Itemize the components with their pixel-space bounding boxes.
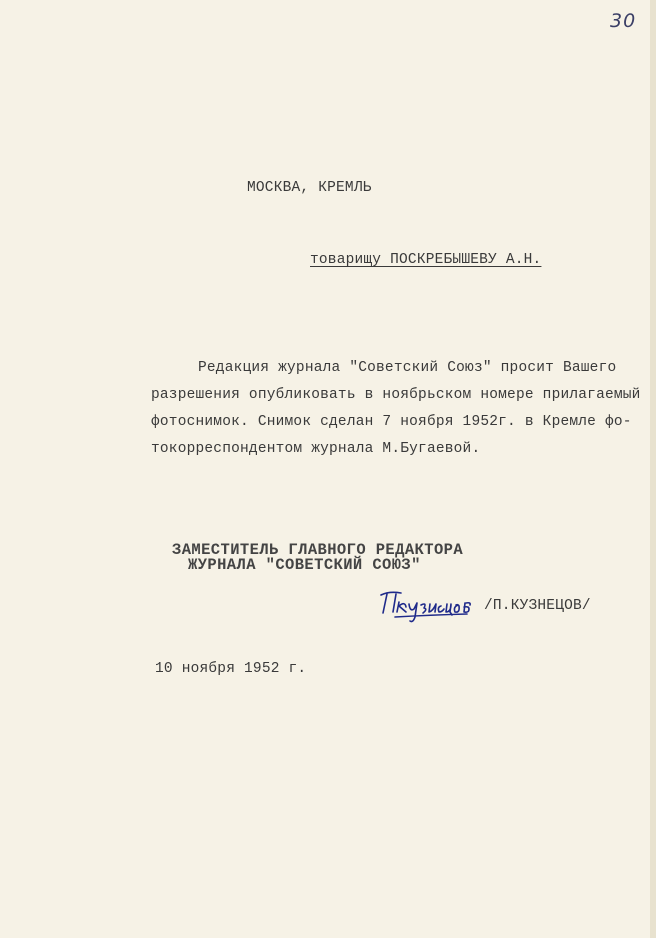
signed-name: /П.КУЗНЕЦОВ/ <box>484 598 591 614</box>
page-number: 30 <box>610 10 637 32</box>
body-line: разрешения опубликовать в ноябрьском номере прилагаемый <box>151 387 641 403</box>
address-recipient: товарищу ПОСКРЕБЫШЕВУ А.Н. <box>310 252 542 268</box>
body-line: токорреспондентом журнала М.Бугаевой. <box>151 441 481 457</box>
document-date: 10 ноября 1952 г. <box>155 661 307 677</box>
body-line: Редакция журнала "Советский Союз" просит Вашего <box>198 360 617 376</box>
signatory-title-line2: ЖУРНАЛА "СОВЕТСКИЙ СОЮЗ" <box>188 556 421 574</box>
body-line: фотоснимок. Снимок сделан 7 ноября 1952г. в Кремле фо- <box>151 414 632 430</box>
signatory-title-line1: ЗАМЕСТИТЕЛЬ ГЛАВНОГО РЕДАКТОРА <box>172 541 464 559</box>
handwritten-signature <box>375 585 480 627</box>
address-city: МОСКВА, КРЕМЛЬ <box>247 180 372 196</box>
